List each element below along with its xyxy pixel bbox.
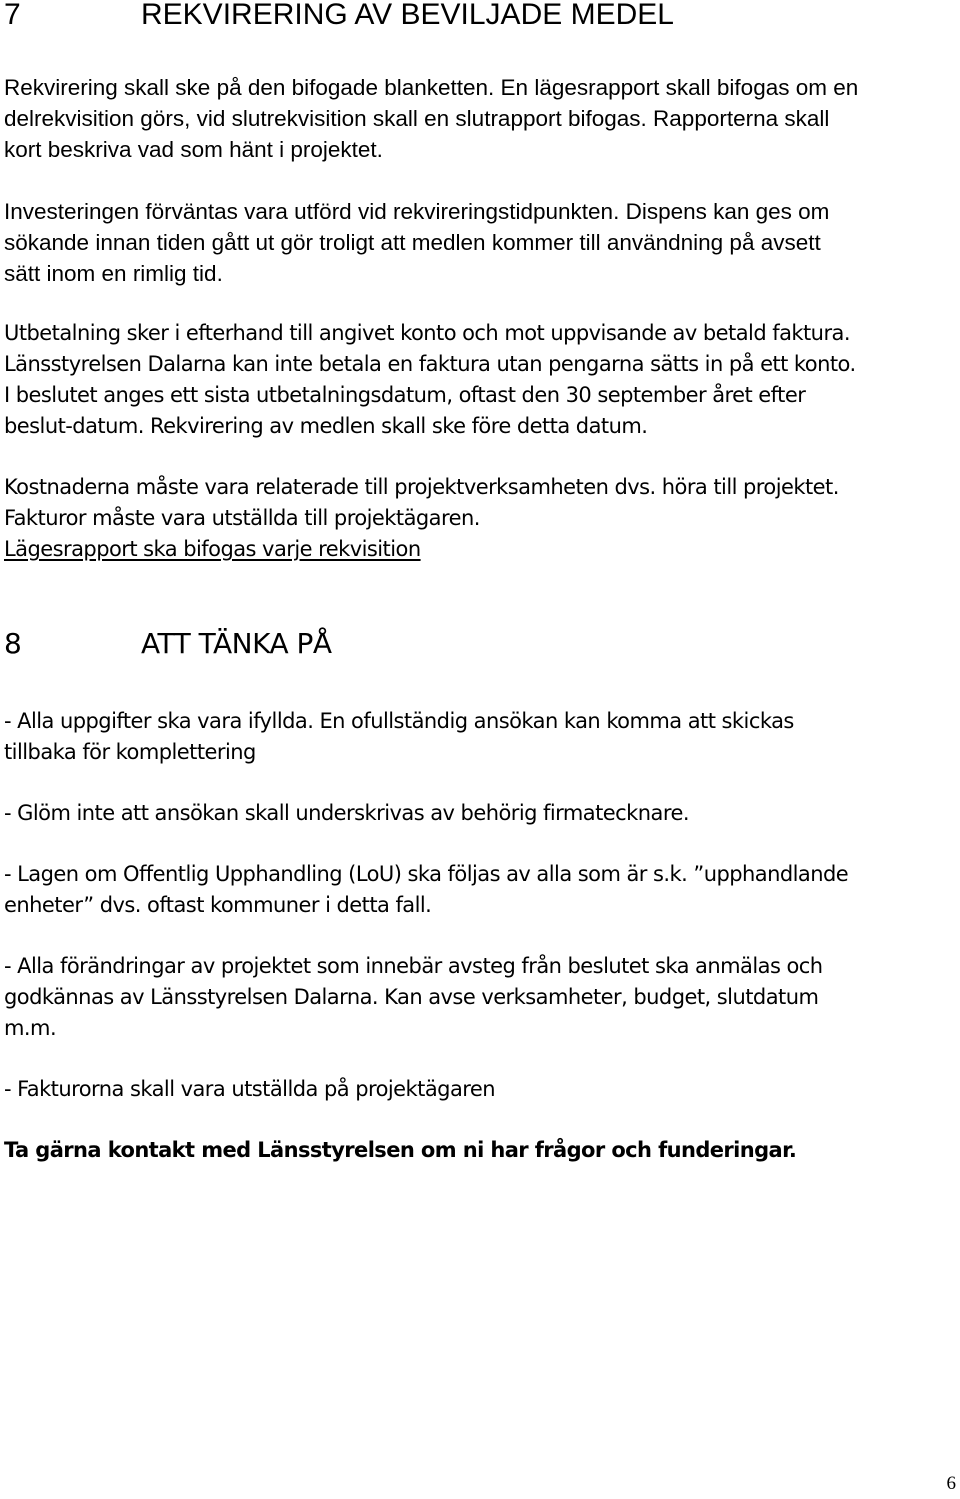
text-line: Utbetalning sker i efterhand till angivet konto och mot uppvisande av betald faktura. xyxy=(4,321,850,345)
text-line: Fakturor måste vara utställda till projektägaren. xyxy=(4,506,480,530)
text-line: Rekvirering skall ske på den bifogade blanketten. En lägesrapport skall bifogas om en xyxy=(4,75,859,100)
section-title: ATT TÄNKA PÅ xyxy=(141,627,332,660)
paragraph-costs xyxy=(4,472,839,565)
text-line: kort beskriva vad som hänt i projektet. xyxy=(4,137,383,162)
bullet-procurement-law xyxy=(4,859,848,921)
text-line: m.m. xyxy=(4,1016,57,1040)
text-line: - Fakturorna skall vara utställda på projektägaren xyxy=(4,1077,496,1101)
text-line: enheter” dvs. oftast kommuner i detta fall. xyxy=(4,893,432,917)
text-line: Lägesrapport ska bifogas varje rekvisition xyxy=(4,537,421,561)
text-line: Investeringen förväntas vara utförd vid rekvireringstidpunkten. Dispens kan ges om xyxy=(4,199,830,224)
text-line: beslut-datum. Rekvirering av medlen skall ske före detta datum. xyxy=(4,414,648,438)
paragraph-investment xyxy=(4,196,829,289)
section-7-heading xyxy=(4,0,674,30)
text-line: - Alla uppgifter ska vara ifyllda. En ofullständig ansökan kan komma att skickas xyxy=(4,709,794,733)
text-line: tillbaka för komplettering xyxy=(4,740,256,764)
bullet-invoices xyxy=(4,1074,495,1105)
text-line: delrekvisition görs, vid slutrekvisition skall en slutrapport bifogas. Rapporterna skall xyxy=(4,106,830,131)
text-line: sätt inom en rimlig tid. xyxy=(4,261,223,286)
text-line: godkännas av Länsstyrelsen Dalarna. Kan avse verksamheter, budget, slutdatum xyxy=(4,985,819,1009)
text-line: Länsstyrelsen Dalarna kan inte betala en faktura utan pengarna sätts in på ett konto. xyxy=(4,352,856,376)
text-line: - Alla förändringar av projektet som innebär avsteg från beslutet ska anmälas och xyxy=(4,954,823,978)
text-line: Kostnaderna måste vara relaterade till projektverksamheten dvs. höra till projektet. xyxy=(4,475,839,499)
bullet-signature xyxy=(4,798,689,829)
text-line: - Glöm inte att ansökan skall underskrivas av behörig firmatecknare. xyxy=(4,801,689,825)
section-number: 8 xyxy=(4,627,22,660)
text-line: - Lagen om Offentlig Upphandling (LoU) ska följas av alla som är s.k. ”upphandlande xyxy=(4,862,849,886)
section-number: 7 xyxy=(4,0,21,31)
paragraph-requisition-form xyxy=(4,72,858,165)
bullet-project-changes xyxy=(4,951,823,1044)
closing-contact-text: Ta gärna kontakt med Länsstyrelsen om ni har frågor och funderingar. xyxy=(4,1138,797,1162)
page-number: 6 xyxy=(946,1473,956,1494)
bullet-complete-info xyxy=(4,706,794,768)
text-line: I beslutet anges ett sista utbetalningsdatum, oftast den 30 september året efter xyxy=(4,383,806,407)
paragraph-payment xyxy=(4,318,856,442)
section-8-heading xyxy=(4,627,332,660)
section-title: REKVIRERING AV BEVILJADE MEDEL xyxy=(141,0,674,31)
text-line: sökande innan tiden gått ut gör troligt att medlen kommer till användning på avsett xyxy=(4,230,821,255)
